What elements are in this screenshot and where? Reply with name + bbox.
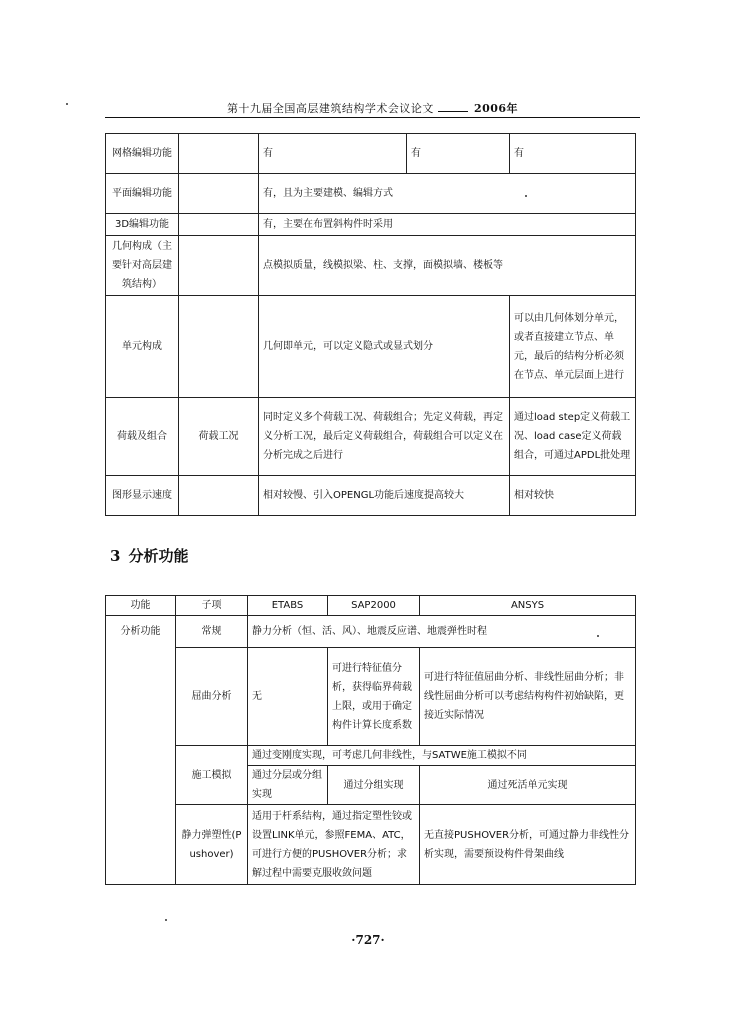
sub-cell: 荷载工况 [179,398,259,476]
feature-cell: 3D编辑功能 [106,214,179,236]
feature-cell: 图形显示速度 [106,476,179,516]
table-row [106,214,636,236]
feature-cell: 荷载及组合 [106,398,179,476]
header-year: 2006年 [473,102,519,115]
group-cell: 分析功能 [106,616,176,885]
feature-cell: 网格编辑功能 [106,134,179,174]
header-title: 第十九届全国高层建筑结构学术会议论文 [226,102,434,115]
header-cell: ETABS [248,596,328,616]
table-editing-features [105,133,636,516]
sub-cell [179,476,259,516]
merged-cell: 通过变刚度实现，可考虑几何非线性，与SATWE施工模拟不同 [248,746,636,766]
ansys-cell: 通过load step定义荷载工况、load case定义荷载组合，可通过APDL批处理 [510,398,636,476]
table-row [106,746,636,766]
table-row [106,476,636,516]
sub-cell [179,174,259,214]
table-row [106,134,636,174]
sub-cell: 静力弹塑性(Pushover) [176,805,248,885]
merged-cell: 适用于杆系结构，通过指定塑性铰或设置LINK单元，参照FEMA、ATC，可进行方便的PUSHOVER分析；求解过程中需要克服收敛问题 [248,805,420,885]
running-header [105,100,640,118]
ansys-cell: 可进行特征值屈曲分析、非线性屈曲分析；非线性屈曲分析可以考虑结构构件初始缺陷，更接近实际情况 [420,648,636,746]
table-row [106,236,636,296]
ansys-cell: 通过死活单元实现 [420,766,636,805]
table-row [106,174,636,214]
sub-cell: 屈曲分析 [176,648,248,746]
merged-cell: 相对较慢、引入OPENGL功能后速度提高较大 [259,476,510,516]
merged-cell: 点模拟质量，线模拟梁、柱、支撑，面模拟墙、楼板等 [259,236,636,296]
section-number: 3 [110,547,121,565]
table-analysis-features [105,595,636,885]
table-row [106,398,636,476]
ansys-cell: 相对较快 [510,476,636,516]
sub-cell: 施工模拟 [176,746,248,805]
header-cell: SAP2000 [328,596,420,616]
table-row [106,616,636,648]
feature-cell: 几何构成（主要针对高层建筑结构） [106,236,179,296]
page-number: ·727· [351,933,385,947]
scan-speck [525,195,527,197]
ansys-cell: 有 [510,134,636,174]
etabs-cell: 有 [259,134,407,174]
sub-cell [179,296,259,398]
header-cell: ANSYS [420,596,636,616]
scan-speck [165,919,167,921]
merged-cell: 有，且为主要建模、编辑方式 [259,174,636,214]
sap-cell: 可进行特征值分析，获得临界荷载上限，或用于确定构件计算长度系数 [328,648,420,746]
table-row [106,805,636,885]
sub-cell [179,214,259,236]
sap-cell: 有 [407,134,510,174]
table-row [106,648,636,746]
merged-cell: 同时定义多个荷载工况、荷载组合；先定义荷载，再定义分析工况，最后定义荷载组合，荷载组合可以定义在分析完成之后进行 [259,398,510,476]
merged-cell: 几何即单元，可以定义隐式或显式划分 [259,296,510,398]
merged-cell: 静力分析（恒、活、风）、地震反应谱、地震弹性时程 [248,616,636,648]
scan-speck [597,635,599,637]
sub-cell: 常规 [176,616,248,648]
etabs-cell: 无 [248,648,328,746]
feature-cell: 平面编辑功能 [106,174,179,214]
header-rule [438,101,468,112]
table-header-row [106,596,636,616]
table-row [106,296,636,398]
header-cell: 子项 [176,596,248,616]
section-title: 分析功能 [128,547,189,565]
sub-cell [179,236,259,296]
ansys-cell: 可以由几何体划分单元，或者直接建立节点、单元，最后的结构分析必须在节点、单元层面上进行 [510,296,636,398]
feature-cell: 单元构成 [106,296,179,398]
ansys-cell: 无直接PUSHOVER分析，可通过静力非线性分析实现，需要预设构件骨架曲线 [420,805,636,885]
section-heading [110,545,188,566]
scan-speck [66,103,68,105]
etabs-cell: 通过分层或分组实现 [248,766,328,805]
sub-cell [179,134,259,174]
header-cell: 功能 [106,596,176,616]
merged-cell: 有，主要在布置斜构件时采用 [259,214,636,236]
sap-cell: 通过分组实现 [328,766,420,805]
